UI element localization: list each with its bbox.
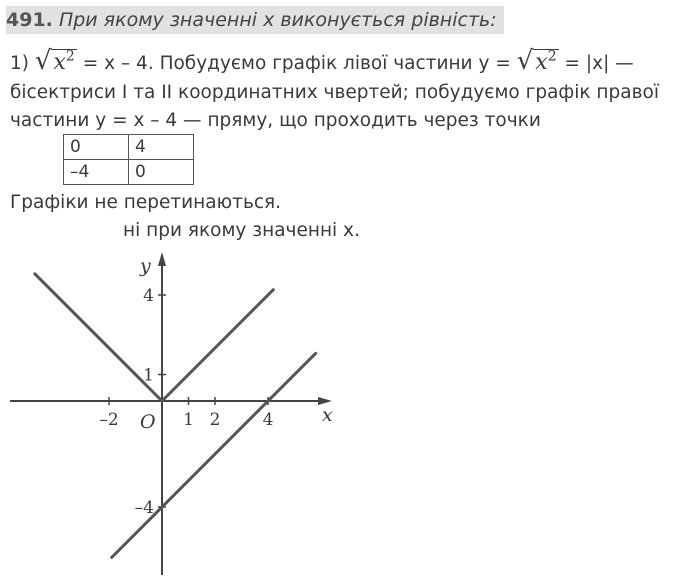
y-axis-arrow-icon — [158, 252, 166, 266]
x-axis-label: x — [322, 404, 333, 426]
series-line-1 — [35, 274, 273, 401]
table-cell: –4 — [64, 160, 129, 185]
solution-line-2: бісектриси I та II координатних чвертей; побудуємо графік правої — [10, 82, 659, 103]
table-cell: 0 — [129, 160, 194, 185]
y-tick-label: 4 — [143, 286, 154, 306]
x-tick-label: 1 — [183, 410, 194, 430]
conclusion-line-2: ні при якому значенні x. — [123, 220, 360, 241]
conclusion-line-1: Графіки не перетинаються. — [10, 192, 282, 213]
radical-icon: √ — [516, 46, 534, 76]
radicand-var: x — [53, 50, 66, 75]
y-tick-label: 1 — [143, 365, 154, 386]
table-cell: 0 — [64, 135, 129, 160]
radicand-exp: 2 — [547, 48, 557, 65]
problem-title: При якому значенні x виконується рівність: — [58, 9, 497, 31]
equation-tail: = |x| — — [564, 53, 634, 74]
item-marker: 1) — [10, 53, 29, 74]
solution-line-3: частини y = x – 4 — пряму, що проходить через точки — [10, 110, 541, 131]
problem-number: 491. — [6, 9, 53, 31]
radicand-var: x — [535, 50, 548, 75]
table-cell: 4 — [129, 135, 194, 160]
x-tick-label: 4 — [262, 410, 274, 430]
radicand-exp: 2 — [65, 48, 75, 65]
origin-label: O — [140, 411, 156, 433]
y-tick-label: –4 — [134, 498, 154, 518]
equation-rhs: = x – 4. Побудуємо графік лівої частини y = — [82, 53, 511, 74]
x-tick-label: 2 — [209, 410, 221, 430]
radical-icon: √ — [34, 46, 52, 76]
x-tick-label: –2 — [99, 410, 119, 430]
y-axis-label: y — [140, 255, 151, 277]
